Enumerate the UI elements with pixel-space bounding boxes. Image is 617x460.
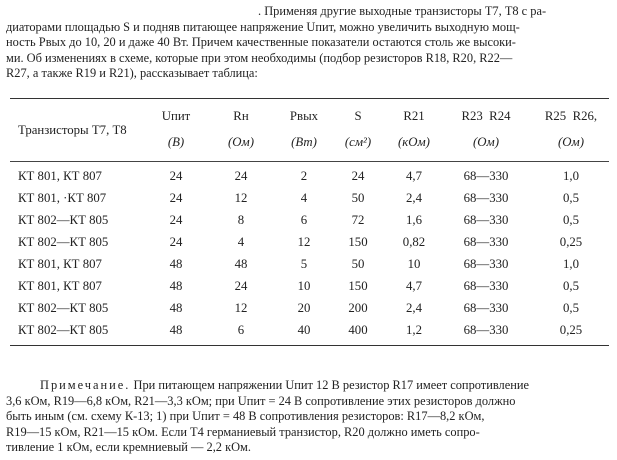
cell-upit: 48 — [169, 301, 183, 315]
cell-r25-r26: 0,25 — [559, 323, 583, 337]
header-s: S — [354, 109, 362, 123]
header-transistors: Транзисторы Т7, Т8 — [18, 123, 127, 137]
table-row — [10, 319, 609, 341]
header-r21: R21 — [403, 109, 425, 123]
cell-rn: 4 — [237, 235, 245, 249]
cell-upit: 24 — [169, 169, 183, 183]
cell-r25-r26: 0,5 — [563, 301, 579, 315]
header-r25-r26-unit: (Ом) — [558, 135, 584, 149]
cell-s: 24 — [351, 169, 365, 183]
cell-r25-r26: 1,0 — [563, 257, 579, 271]
table-row — [10, 297, 609, 319]
cell-r21: 2,4 — [406, 191, 422, 205]
cell-transistors: КТ 802—КТ 805 — [18, 213, 109, 227]
note-line — [6, 378, 609, 394]
cell-s: 150 — [348, 235, 368, 249]
cell-r21: 10 — [407, 257, 421, 271]
cell-transistors: КТ 801, ·КТ 807 — [18, 191, 107, 205]
header-rn-unit: (Ом) — [228, 135, 254, 149]
cell-s: 50 — [351, 257, 365, 271]
cell-upit: 24 — [169, 213, 183, 227]
cell-r23-r24: 68—330 — [463, 169, 509, 183]
cell-rn: 24 — [234, 279, 248, 293]
cell-transistors: КТ 801, КТ 807 — [18, 257, 102, 271]
cell-upit: 24 — [169, 191, 183, 205]
cell-s: 72 — [351, 213, 365, 227]
cell-r21: 1,2 — [406, 323, 422, 337]
cell-r23-r24: 68—330 — [463, 323, 509, 337]
cell-pvyx: 10 — [297, 279, 311, 293]
cell-transistors: КТ 802—КТ 805 — [18, 235, 109, 249]
cell-pvyx: 5 — [300, 257, 308, 271]
cell-pvyx: 40 — [297, 323, 311, 337]
cell-rn: 8 — [237, 213, 245, 227]
header-r23-r24-unit: (Ом) — [473, 135, 499, 149]
note-line: тивление 1 кОм, если кремниевый — 2,2 кОм. — [6, 440, 251, 455]
cell-r21: 4,7 — [406, 169, 422, 183]
note-line: R19—15 кОм, R21—15 кОм. Если Т4 германиевый транзистор, R20 должно иметь сопро- — [6, 424, 480, 439]
cell-r25-r26: 0,5 — [563, 191, 579, 205]
cell-r21: 0,82 — [402, 235, 426, 249]
cell-r21: 2,4 — [406, 301, 422, 315]
cell-s: 200 — [348, 301, 368, 315]
note-line-text: При питающем напряжении Uпит 12 В резистор R17 имеет сопротивление — [130, 378, 529, 392]
intro-line: R27, а также R19 и R21), рассказывает таблица: — [6, 66, 258, 81]
data-table — [10, 98, 609, 346]
intro-line: ми. Об изменениях в схеме, которые при этом необходимы (подбор резисторов R18, R20, R22— — [6, 50, 513, 65]
note-label: Примечание. — [40, 378, 131, 392]
table-row — [10, 275, 609, 297]
table-row — [10, 209, 609, 231]
cell-pvyx: 2 — [300, 169, 308, 183]
cell-transistors: КТ 802—КТ 805 — [18, 323, 109, 337]
cell-s: 50 — [351, 191, 365, 205]
table-row — [10, 165, 609, 187]
cell-transistors: КТ 801, КТ 807 — [18, 169, 102, 183]
header-upit-unit: (В) — [167, 135, 185, 149]
header-r25-r26: R25 R26, — [544, 109, 598, 123]
table-header — [10, 99, 609, 162]
cell-s: 150 — [348, 279, 368, 293]
cell-upit: 24 — [169, 235, 183, 249]
cell-r25-r26: 1,0 — [563, 169, 579, 183]
table-row — [10, 187, 609, 209]
table-row — [10, 231, 609, 253]
cell-r23-r24: 68—330 — [463, 213, 509, 227]
note-line: 3,6 кОм, R19—6,8 кОм, R21—3,3 кОм; при Uпит = 24 В сопротивление этих резисторов должно — [6, 393, 516, 408]
intro-paragraph — [6, 4, 609, 82]
intro-line: ность Рвых до 10, 20 и даже 40 Вт. Причем качественные показатели остаются столь же высоки- — [6, 35, 516, 50]
note-line: быть иным (см. схему К-13; 1) при Uпит = 48 В сопротивления резисторов: R17—8,2 кОм, — [6, 409, 485, 424]
cell-transistors: КТ 801, КТ 807 — [18, 279, 102, 293]
header-r23-r24: R23 R24 — [461, 109, 511, 123]
intro-line: . Применяя другие выходные транзисторы Т7, Т8 с ра- — [258, 4, 547, 18]
intro-line: диаторами площадью S и подняв питающее напряжение Uпит, можно увеличить выходную мощ- — [6, 19, 520, 34]
cell-pvyx: 12 — [297, 235, 311, 249]
cell-transistors: КТ 802—КТ 805 — [18, 301, 109, 315]
cell-upit: 48 — [169, 279, 183, 293]
cell-rn: 6 — [237, 323, 245, 337]
header-s-unit: (см²) — [344, 135, 372, 149]
header-pvyx: Рвых — [289, 109, 319, 123]
cell-r21: 4,7 — [406, 279, 422, 293]
cell-r23-r24: 68—330 — [463, 279, 509, 293]
cell-pvyx: 20 — [297, 301, 311, 315]
cell-r25-r26: 0,5 — [563, 279, 579, 293]
footnote — [6, 378, 609, 456]
cell-r23-r24: 68—330 — [463, 191, 509, 205]
cell-upit: 48 — [169, 257, 183, 271]
cell-r25-r26: 0,5 — [563, 213, 579, 227]
cell-rn: 12 — [234, 191, 248, 205]
header-upit: Uпит — [161, 109, 191, 123]
cell-rn: 48 — [234, 257, 248, 271]
header-rn: Rн — [233, 109, 249, 123]
header-pvyx-unit: (Вт) — [291, 135, 317, 149]
cell-s: 400 — [348, 323, 368, 337]
header-r21-unit: (кОм) — [398, 135, 430, 149]
cell-pvyx: 4 — [300, 191, 308, 205]
cell-r23-r24: 68—330 — [463, 235, 509, 249]
table-row — [10, 253, 609, 275]
cell-r21: 1,6 — [406, 213, 422, 227]
cell-rn: 12 — [234, 301, 248, 315]
cell-rn: 24 — [234, 169, 248, 183]
cell-r23-r24: 68—330 — [463, 257, 509, 271]
cell-r25-r26: 0,25 — [559, 235, 583, 249]
cell-upit: 48 — [169, 323, 183, 337]
cell-r23-r24: 68—330 — [463, 301, 509, 315]
cell-pvyx: 6 — [300, 213, 308, 227]
